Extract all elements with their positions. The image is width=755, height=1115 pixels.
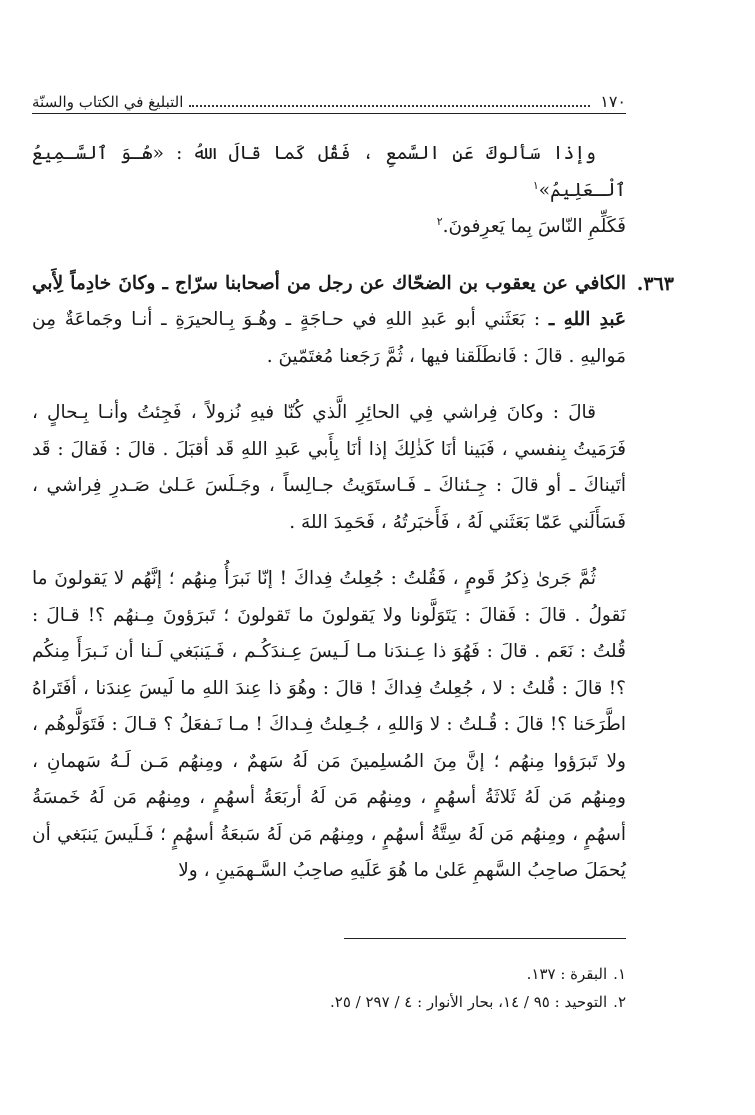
hadith-number: ٣٦٣. — [636, 272, 674, 295]
footnote-number: ٢. — [613, 993, 626, 1011]
body-text — [32, 136, 674, 910]
page-number: ١٧٠ — [600, 92, 626, 111]
footnote-ref-2: ٢ — [436, 214, 443, 228]
hadith-paragraph-2: قالَ : وكانَ فِراشي فِي الحائِرِ الَّذي كُنّا فيهِ نُزولاً ، فَجِئتُ وأنـا بِـحالٍ ، فَرَمَيتُ بِنفسي ، فَبَينا أنَا كَذٰلِكَ إذا أنَا بِأَبي عَبدِ اللهِ قَد أقبَلَ . قالَ : فَقالَ : قَد أتَيناكَ ـ أو قالَ : جِـئناكَ ـ فَـاستَوَيتُ جـالِساً ، وجَـلَسَ عَـلىٰ صَـدرِ فِراشي ، فَسَأَلَني عَمّا بَعَثَني لَهُ ، فَأَخبَرتُهُ ، فَحَمِدَ اللهَ . — [32, 402, 626, 533]
header-rule — [32, 113, 626, 114]
footnote-number: ١. — [613, 965, 626, 983]
running-title: التبليغ في الكتاب والسنّة — [32, 93, 184, 111]
footnote-2 — [32, 988, 626, 1016]
hadith-opening: : بَعَثَني أبو عَبدِ اللهِ في حـاجَةٍ ـ وهُـوَ بِـالحيرَةِ ـ أنـا وجَماعَةٌ مِن مَواليهِ . قالَ : فَانطَلَقنا فيها ، ثُمَّ رَجَعنا مُغتَمّينَ . — [32, 309, 626, 367]
header-leader-dots — [189, 104, 590, 107]
intro-line-1: وإذا سَألوكَ عَنِ السَّمعِ ، فَقُل كَما قالَ اللهُ : «هُـوَ ٱلسَّـمِيعُ ٱلْـعَلِيمُ» — [32, 143, 626, 201]
footnote-ref-1: ١ — [532, 178, 539, 192]
intro-line-2: فَكَلِّمِ النّاسَ بِما يَعرِفونَ. — [442, 216, 626, 237]
intro-paragraph — [32, 136, 626, 246]
page-header — [32, 86, 626, 112]
hadith-isnad: الكافي عن يعقوب بن الضحّاك عن رجل من أصحابنا سرّاج ـ وكانَ خادِماً لِأَبي عَبدِ اللهِ ـ — [32, 272, 627, 330]
hadith-paragraph-3: ثُمَّ جَرىٰ ذِكرُ قَومٍ ، فَقُلتُ : جُعِلتُ فِداكَ ! إنّا نَبرَأُ مِنهُم ؛ إنَّهُم لا يَقولونَ ما نَقولُ . قالَ : فَقالَ : يَتَوَلَّونا ولا يَقولونَ ما تَقولونَ ؛ تَبرَؤونَ مِـنهُم ؟! قـالَ : قُلتُ : نَعَم . قالَ : فَهُوَ ذا عِـندَنا مـا لَـيسَ عِـندَكُـم ، فَـيَنبَغي لَـنا أن نَـبرَأَ مِنكُم ؟! قالَ : قُلتُ : لا ، جُعِلتُ فِداكَ ! قالَ : وهُوَ ذا عِندَ اللهِ ما لَيسَ عِندَنا ، أفَتَراهُ اطَّرَحَنا ؟! قالَ : قُـلتُ : لا وَاللهِ ، جُـعِلتُ فِـداكَ ! مـا نَـفعَلُ ؟ قـالَ : فَتَوَلَّوهُم ، ولا تَبرَؤوا مِنهُم ؛ إنَّ مِنَ المُسلِمينَ مَن لَهُ سَهمٌ ، ومِنهُم مَـن لَـهُ سَهمانِ ، ومِنهُم مَن لَهُ ثَلاثَةُ أسهُمٍ ، ومِنهُم مَن لَهُ أربَعَةُ أسهُمٍ ، ومِنهُم مَن لَهُ خَمسَةُ أسهُمٍ ، ومِنهُم مَن لَهُ سِتَّةُ أسهُمٍ ، ومِنهُم مَن لَهُ سَبعَةُ أسهُمٍ ؛ فَـلَيسَ يَنبَغي أن يُحمَلَ صاحِبُ السَّهمِ عَلىٰ ما هُوَ عَلَيهِ صاحِبُ السَّـهمَينِ ، ولا — [32, 568, 626, 881]
footnote-1 — [32, 960, 626, 988]
hadith-entry — [32, 266, 674, 376]
footnote-text: التوحيد : ٩٥ / ١٤، بحار الأنوار : ٤ / ٢٩٧ / ٢٥. — [330, 993, 608, 1011]
footnote-text: البقرة : ١٣٧. — [526, 965, 608, 983]
footnotes — [32, 960, 626, 1016]
footnote-rule — [344, 938, 626, 939]
